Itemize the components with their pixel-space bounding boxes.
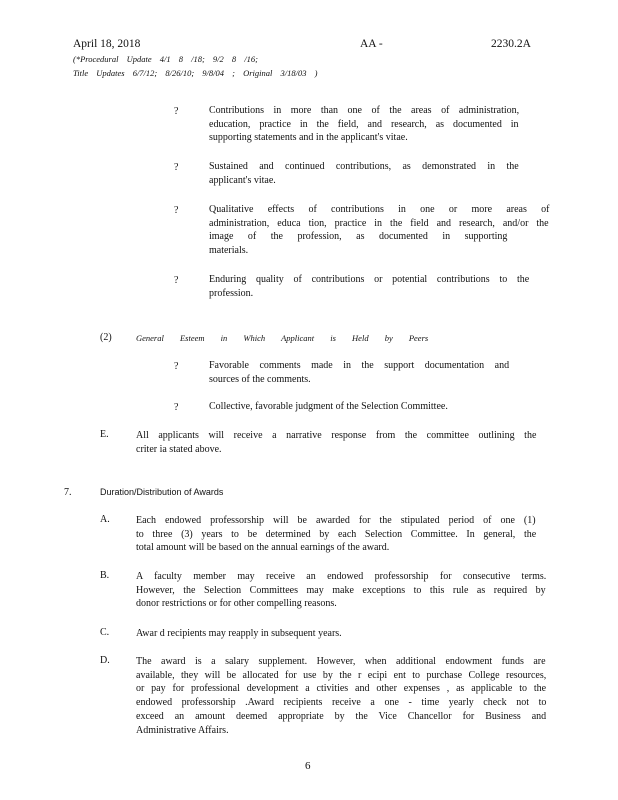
bullet-text	[209, 273, 529, 300]
text-line: supporting statements and in the applicant's vitae.	[209, 132, 408, 144]
subsection-title: General Esteem in Which Applicant is Held by Peers	[136, 333, 429, 343]
text-line: Sustained and continued contributions, as demonstrated in the	[209, 161, 519, 172]
item-mark: C.	[100, 627, 110, 638]
bullet-text	[209, 400, 509, 414]
text-line: available, they will be allocated for use by the r ecipi ent to purchase College resources,	[136, 669, 547, 681]
page-number: 6	[305, 760, 311, 772]
bullet-text	[209, 203, 549, 258]
text-line: A faculty member may receive an endowed professorship for consecutive terms.	[136, 571, 547, 582]
subsection-number: (2)	[100, 332, 112, 343]
text-line: sources of the comments.	[209, 373, 311, 385]
text-line: Favorable comments made in the support documentation and	[209, 360, 510, 371]
item-mark: B.	[100, 570, 110, 581]
header-procedural-update: (*Procedural Update 4/1 8 /18; 9/2 8 /16;	[73, 54, 258, 64]
header-code: AA -	[360, 38, 383, 50]
text-line: Contributions in more than one of the areas of administration,	[209, 105, 520, 116]
item-mark: E.	[100, 429, 109, 440]
bullet-mark: ?	[174, 106, 179, 117]
section-title-text: Duration/Distribution of Awards	[100, 487, 224, 497]
bullet-mark: ?	[174, 162, 179, 173]
text-line: Collective, favorable judgment of the Selection Committee.	[209, 401, 448, 412]
bullet-text	[209, 104, 519, 145]
text-line: or pay for professional development a ctivities and other expenses , as applicable to the	[136, 683, 547, 695]
item-mark: D.	[100, 655, 110, 666]
text-line: The award is a salary supplement. However, when additional endowment funds are	[136, 656, 546, 667]
item-text	[136, 429, 536, 456]
text-line: However, the Selection Committees may make exceptions to this rule as required by	[136, 584, 546, 596]
item-text	[136, 655, 546, 737]
text-line: materials.	[209, 245, 249, 257]
bullet-text	[209, 359, 509, 386]
header-title-updates: Title Updates 6/7/12; 8/26/10; 9/8/04 ; Original 3/18/03 )	[73, 68, 318, 78]
text-line: image of the profession, as documented in supporting	[209, 231, 508, 243]
text-line: education, practice in the field, and research, as documented in	[209, 118, 519, 130]
text-line: criter ia stated above.	[136, 443, 222, 455]
item-text	[136, 570, 546, 611]
header-date: April 18, 2018	[73, 38, 141, 50]
bullet-mark: ?	[174, 361, 179, 372]
item-text	[136, 514, 536, 555]
item-text	[136, 627, 536, 641]
text-line: total amount will be based on the annual earnings of the award.	[136, 542, 390, 554]
bullet-mark: ?	[174, 402, 179, 413]
section-number: 7.	[64, 487, 72, 498]
text-line: exceed an amount deemed appropriate by the Vice Chancellor for Business and	[136, 710, 547, 722]
text-line: All applicants will receive a narrative response from the committee outlining the	[136, 430, 537, 441]
section-title	[100, 487, 223, 497]
text-line: to three (3) years to be determined by each Selection Committee. In general, the	[136, 528, 537, 540]
bullet-mark: ?	[174, 205, 179, 216]
text-line: profession.	[209, 287, 254, 299]
text-line: Awar d recipients may reapply in subsequent years.	[136, 628, 342, 639]
header-number: 2230.2A	[491, 38, 531, 50]
text-line: Administrative Affairs.	[136, 724, 229, 736]
text-line: administration, educa tion, practice in the field and research, and/or the	[209, 217, 549, 229]
text-line: endowed professorship .Award recipients receive a one - time yearly check not to	[136, 697, 547, 709]
text-line: Qualitative effects of contributions in one or more areas of	[209, 204, 550, 215]
bullet-text	[209, 160, 519, 187]
text-line: donor restrictions or for other compelling reasons.	[136, 598, 337, 610]
item-mark: A.	[100, 514, 110, 525]
text-line: Enduring quality of contributions or potential contributions to the	[209, 274, 530, 285]
text-line: Each endowed professorship will be awarded for the stipulated period of one (1)	[136, 515, 536, 526]
bullet-mark: ?	[174, 275, 179, 286]
text-line: applicant's vitae.	[209, 174, 276, 186]
